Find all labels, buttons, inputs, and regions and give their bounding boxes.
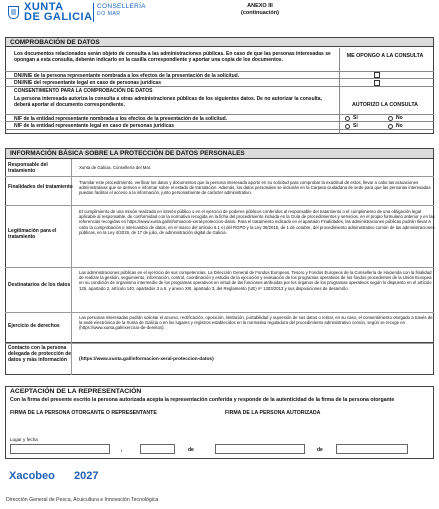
oppose-header: ME OPONGO A LA CONSULTA	[346, 53, 424, 59]
annex-subtitle: (continuación)	[241, 10, 279, 16]
logo-galicia: DE GALICIA	[24, 11, 93, 23]
place-field[interactable]	[10, 444, 110, 454]
de-sep-1: de	[188, 447, 194, 453]
annex-title-text: ANEXO III	[247, 3, 273, 9]
authorize-row-2-label: NIF de la entidad representante legal en caso de personas jurídicas	[14, 123, 175, 129]
oppose-checkbox-1[interactable]	[374, 72, 380, 78]
month-field[interactable]	[215, 444, 305, 454]
pt-label-derechos: Ejercicio de derechos	[8, 323, 60, 329]
authorize-row-1-label: NIF de la entidad representante nombrada a los efectos de la presentación de la solicitud.	[14, 116, 228, 122]
oppose-checkbox-2[interactable]	[374, 80, 380, 86]
comprobacion-title: COMPROBACIÓN DE DATOS	[5, 37, 434, 47]
year-field[interactable]	[336, 444, 408, 454]
oppose-row-2-label: DNI/NIE del representante legal en caso de personas jurídicas	[14, 80, 161, 86]
pt-text-destinatarios: Las administraciones públicas en el ejercicio de sus competencias. La Dirección General de Fondos Europeos, Tesoro y Fondos Europeos de la Consellería de Hacienda con la finalidad de realizar la gestión, seguimiento, información, control, coordinación y estudio de la ejecución y evaluación de los programas operativos de los fondos procedentes de la Unión Europea en su condición de organismo intermedio de los programas operativos en virtud de las funciones atribuidas por los órganos de los programas operativos según lo dispuesto en el artículo 125, apartado 2, artículo 140, apartados 3 a 5, y anexo XIII, apartado 3, del Reglamento (UE) nº 1303/2013 y sus disposiciones de desarrollo.	[79, 270, 432, 291]
pt-row-legitimacion	[5, 206, 434, 268]
annex-title	[200, 3, 320, 17]
pt-row-destinatarios	[5, 268, 434, 313]
pt-text-responsable: Xunta de Galicia. Consellería del Mar.	[79, 165, 152, 170]
authorize-header: AUTORIZO LA CONSULTA	[351, 102, 418, 108]
pt-text-contacto: (https://www.xunta.gal/informacion-xeral-proteccion-datos)	[79, 357, 214, 362]
authorize-row-1	[5, 114, 434, 122]
place-date-label: Lugar y fecha	[10, 437, 38, 442]
footer-directorate: Dirección General de Pesca, Acuicultura e Innovación Tecnológica	[6, 497, 159, 503]
pt-label-finalidades: Finalidades del tratamiento	[8, 184, 73, 190]
pt-label-destinatarios: Destinatarios de los datos	[8, 282, 71, 288]
pt-label-responsable: Responsable del tratamiento	[8, 162, 48, 174]
authorize-2-no-label: No	[396, 123, 403, 129]
pt-label-legitimacion: Legitimación para el tratamiento	[8, 228, 57, 240]
authorize-2-yes-label: Sí	[353, 123, 358, 129]
proteccion-title: INFORMACIÓN BÁSICA SOBRE LA PROTECCIÓN DE DATOS PERSONALES	[5, 148, 434, 159]
sign-grantor-label: FIRMA DE LA PERSONA OTORGANTE O REPRESENTANTE	[10, 410, 157, 416]
consent-text: La persona interesada autoriza la consulta a otras administraciones públicas de los siguientes datos. De no autorizar la consulta, deberá aportar el documento correspondiente.	[14, 96, 322, 108]
logo-divider	[93, 3, 94, 22]
authorize-1-no-label: No	[396, 115, 403, 121]
comma-sep: ,	[121, 447, 123, 453]
aceptacion-text: Con la firma del presente escrito la persona autorizada acepta la representación conferida y responde de la autenticidad de la firma de la persona otorgante	[10, 397, 395, 403]
pt-text-legitimacion: El cumplimiento de una misión realizada en interés público o en el ejercicio de poderes públicos conferidos al responsable del tratamiento o el cumplimiento de una obligación legal aplicable al responsable, de conformidad con la normativa recogida en la ficha del procedimiento incluida en la Guía de procedimientos y servicios, en el propio formulario anterior y en las referencias recogidas en https://www.xunta.gal/informacion-xeral-proteccion-datos. Para el tratamiento indicado en el apartado Finalidades, las administraciones públicas podrán llevar a cabo la comprobación e intercambio de datos, en el marco del artículo 6.1 e) del RGPD y la Ley 39/2015, de 1 de octubre, del procedimiento administrativo común de las administraciones públicas, en la Ley 4/2019, de 17 de julio, de administración digital de Galicia.	[79, 209, 435, 235]
authorize-1-yes-label: Sí	[353, 115, 358, 121]
xacobeo-year: 2027	[74, 470, 99, 482]
pt-row-derechos	[5, 313, 434, 343]
oppose-row-1-label: DNI/NIE de la persona representante nombrada a los efectos de la presentación de la solicitud.	[14, 73, 240, 79]
aceptacion-title: ACEPTACIÓN DE LA REPRESENTACIÓN	[10, 388, 142, 395]
authorize-2-yes-radio[interactable]	[345, 124, 350, 129]
xunta-shield-icon	[8, 6, 19, 19]
comprobacion-intro: Los documentos relacionados serán objeto de consulta a las administraciones públicas. En caso de que las personas interesadas se opongan a esta consulta, deberán indicarlo en la casilla correspondiente y aportar una copia de los documentos.	[14, 51, 331, 63]
authorize-2-no-radio[interactable]	[388, 124, 393, 129]
pt-row-finalidades	[5, 177, 434, 206]
day-field[interactable]	[140, 444, 175, 454]
authorize-1-no-radio[interactable]	[388, 116, 393, 121]
oppose-row-2	[5, 79, 434, 87]
ministry-line1: CONSELLERÍA	[97, 3, 146, 10]
pt-row-responsable	[5, 159, 434, 177]
de-sep-2: de	[317, 447, 323, 453]
ministry-line2: DO MAR	[97, 11, 121, 17]
consent-title: CONSENTIMIENTO PARA LA COMPROBACIÓN DE DATOS	[14, 88, 153, 94]
sign-authorized-label: FIRMA DE LA PERSONA AUTORIZADA	[225, 410, 321, 416]
xacobeo-logo: Xacobeo	[9, 470, 55, 482]
authorize-1-yes-radio[interactable]	[345, 116, 350, 121]
logo-xunta: XUNTA	[24, 1, 64, 13]
pt-text-derechos: Las personas interesadas podrán solicitar el acceso, rectificación, oposición, limitación, portabilidad y supresión de sus datos o retirar, en su caso, el consentimiento otorgado a través de la sede electrónica de la Xunta de Galicia o en los lugares y registros establecidos en la normativa reguladora del procedimiento administrativo común, según se recoge en (https://www.xunta.gal/exercicio-de-dereitos).	[79, 315, 433, 331]
pt-label-contacto: Contacto con la persona delegada de protección de datos y más información	[8, 345, 72, 363]
oppose-row-1	[5, 71, 434, 79]
authorize-row-2	[5, 122, 434, 130]
pt-text-finalidades: Tramitar este procedimiento, verificar los datos y documentos que la persona interesada aporte en su solicitud para comprobar la exactitud de estos, llevar a cabo las actuaciones administrativas que se deriven e informar sobre el estado de tramitación. Además, los datos personales se incluirán en la Carpeta ciudadana de sede para que las personas interesadas puedan facilitar el acceso a la información, junto personalmente de carácter administrativo.	[79, 180, 431, 196]
